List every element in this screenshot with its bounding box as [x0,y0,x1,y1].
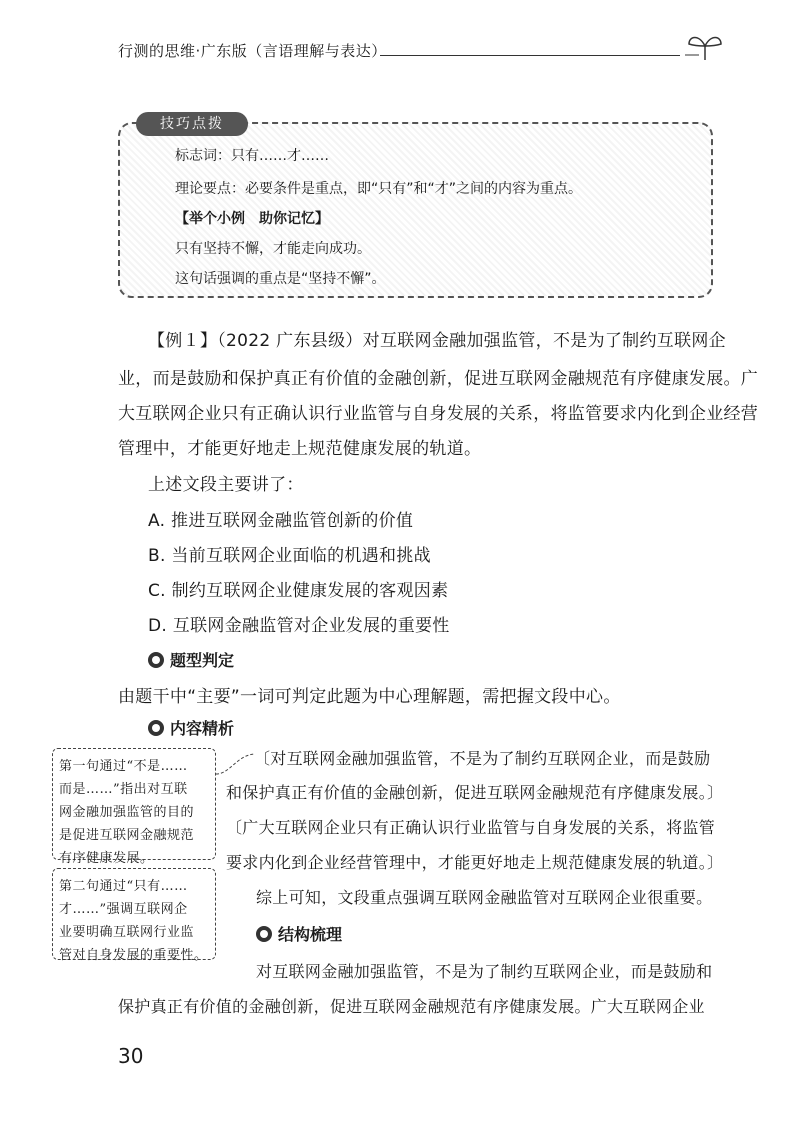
conclusion-line: 综上可知，文段重点强调互联网金融监管对互联网企业很重要。 [256,888,713,907]
section-bullet-icon [148,652,164,668]
side-note-1 [52,748,216,866]
tip-theory: 理论要点：必要条件是重点，即“只有”和“才”之间的内容为重点。 [175,181,583,197]
side-note-2-line: 第二句通过“只有…… [59,879,188,894]
section-content-analysis [148,716,234,739]
option-c: C. 制约互联网企业健康发展的客观因素 [148,581,449,601]
option-a: A. 推进互联网金融监管创新的价值 [148,511,414,531]
option-d: D. 互联网金融监管对企业发展的重要性 [148,616,450,636]
side-note-1-line: 第一句通过“不是…… [59,759,188,774]
question-line-1: 【例１】（2022 广东县级）对互联网金融加强监管，不是为了制约互联网企 [148,331,726,351]
side-note-1-line: 是促进互联网金融规范 [59,828,195,843]
structure-line-2: 保护真正有价值的金融创新，促进互联网金融规范有序健康发展。广大互联网企业 [118,997,705,1016]
side-note-1-line: 有序健康发展。 [59,851,154,866]
page-number: 30 [118,1044,144,1068]
side-note-2 [52,868,216,963]
content-line-3: 〔广大互联网企业只有正确认识行业监管与自身发展的关系，将监管 [226,818,716,837]
tip-marker-words: 标志词：只有……才…… [175,148,329,164]
side-note-1-line: 而是……”指出对互联 [59,782,188,797]
content-line-1: 〔对互联网金融加强监管，不是为了制约互联网企业，而是鼓励 [254,749,711,768]
content-line-4: 要求内化到企业经营管理中，才能更好地走上规范健康发展的轨道。〕 [226,853,724,872]
question-type-text: 由题干中“主要”一词可判定此题为中心理解题，需把握文段中心。 [118,687,621,707]
section-structure-title: 结构梳理 [278,925,343,944]
tip-example-heading: 【举个小例 助你记忆】 [175,211,329,227]
section-content-analysis-title: 内容精析 [170,719,235,738]
running-header-title: 行测的思维·广东版（言语理解与表达） [118,42,387,60]
option-b: B. 当前互联网企业面临的机遇和挑战 [148,546,431,566]
side-note-1-line: 网金融加强监管的目的 [59,805,195,820]
side-note-2-line: 业要明确互联网行业监 [59,925,195,940]
header-rule [380,55,680,56]
section-bullet-icon [256,926,272,942]
tips-badge: 技巧点拨 [136,112,248,136]
tip-example-note: 这句话强调的重点是“坚持不懈”。 [175,271,386,287]
tip-example-sentence: 只有坚持不懈，才能走向成功。 [175,241,371,257]
question-line-4: 管理中，才能更好地走上规范健康发展的轨道。 [118,439,482,459]
section-question-type-title: 题型判定 [170,651,235,670]
section-question-type [148,648,234,671]
question-prompt: 上述文段主要讲了： [148,475,304,495]
side-note-2-line: 才……”强调互联网企 [59,902,188,917]
structure-line-1: 对互联网金融加强监管，不是为了制约互联网企业，而是鼓励和 [256,962,713,981]
sprout-icon [685,30,725,62]
question-line-3: 大互联网企业只有正确认识行业监管与自身发展的关系，将监管要求内化到企业经营 [118,404,759,424]
side-note-2-line: 管对自身发展的重要性。 [59,948,208,963]
note-1-connector [216,748,256,778]
section-bullet-icon [148,720,164,736]
content-line-2: 和保护真正有价值的金融创新，促进互联网金融规范有序健康发展。〕 [226,783,724,802]
section-structure [256,922,342,945]
question-line-2: 业，而是鼓励和保护真正有价值的金融创新，促进互联网金融规范有序健康发展。广 [118,369,759,389]
